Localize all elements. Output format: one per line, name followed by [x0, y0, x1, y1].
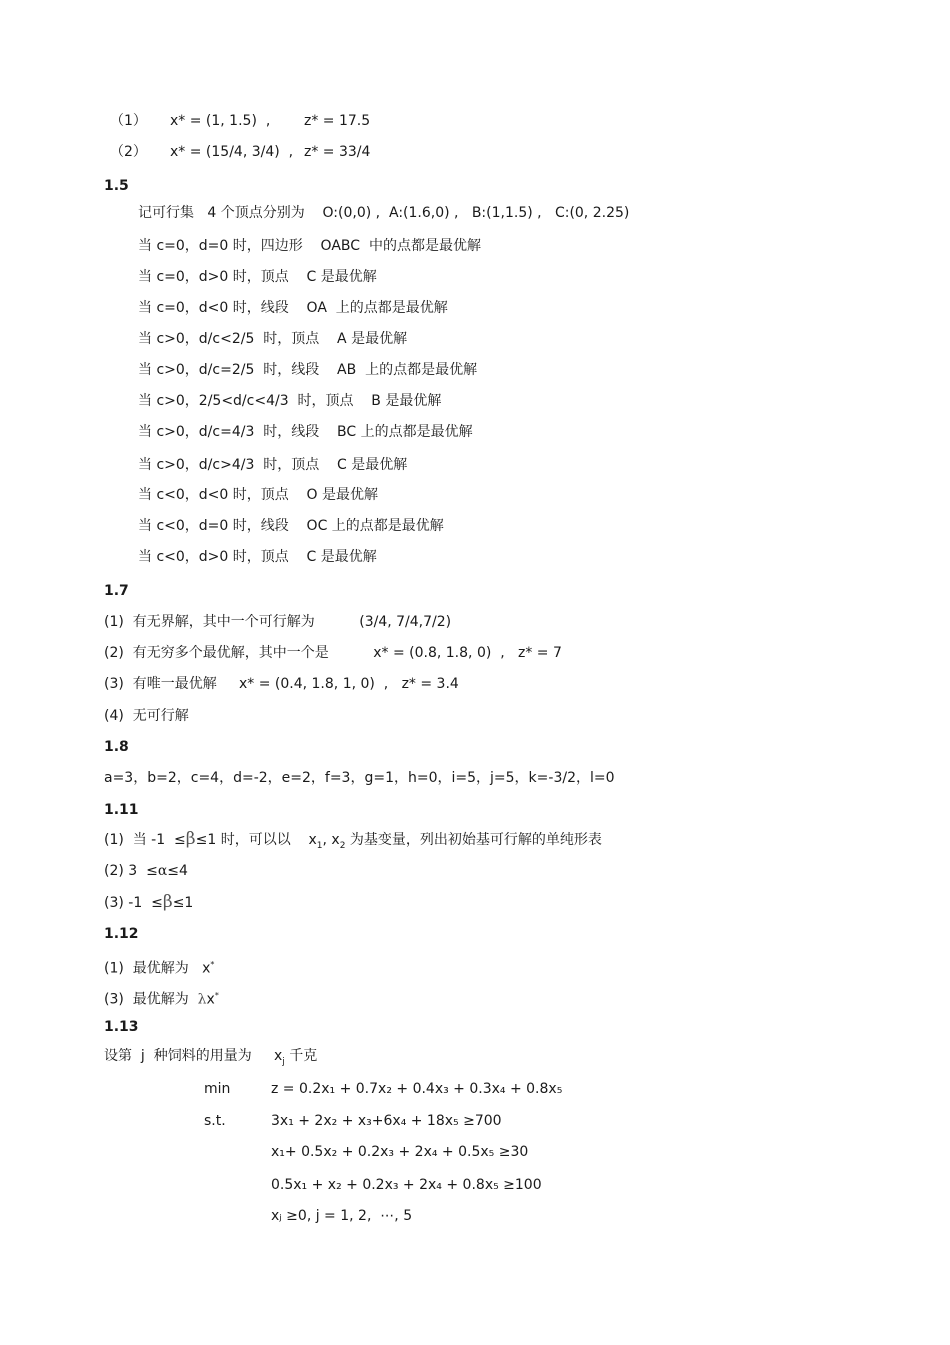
- case-line: 当 c>0，d/c>4/3 时，顶点 C 是最优解: [138, 457, 408, 473]
- beta-symbol: β: [185, 829, 196, 849]
- answer-item: (1) 有无界解，其中一个可行解为 (3/4, 7/4,7/2): [104, 614, 452, 630]
- optimal-value: z* = 17.5: [304, 113, 371, 129]
- case-line: 当 c<0，d=0 时，线段 OC 上的点都是最优解: [138, 518, 444, 534]
- case-line: 当 c>0，d/c=2/5 时，线段 AB 上的点都是最优解: [138, 362, 478, 378]
- answer-item: (1) 当 -1 ≤β≤1 时，可以以 $x_1$, $x_2$ 为基变量，列出初始基可行解的单纯形表: [104, 829, 602, 851]
- parameter-values: a=3，b=2，c=4，d=-2，e=2，f=3，g=1，h=0，i=5，j=5，k=-3/2，l=0: [104, 770, 615, 786]
- answer-item: (4) 无可行解: [104, 708, 189, 724]
- section-heading-1-8: 1.8: [104, 739, 129, 755]
- case-line: 当 c<0，d<0 时，顶点 O 是最优解: [138, 487, 379, 503]
- optimal-value: z* = 33/4: [304, 144, 371, 160]
- case-line: 当 c=0，d<0 时，线段 OA 上的点都是最优解: [138, 300, 448, 316]
- section-heading-1-7: 1.7: [104, 583, 129, 599]
- alpha-symbol: α: [157, 863, 168, 879]
- variable-definition: 设第 j 种饲料的用量为 $x_j$ 千克: [104, 1048, 318, 1067]
- lambda-symbol: λ: [197, 991, 207, 1008]
- item-number: （1）: [110, 113, 147, 129]
- case-line: 当 c=0，d=0 时，四边形 OABC 中的点都是最优解: [138, 238, 481, 254]
- optimal-solution: x* = (1, 1.5) ,: [170, 113, 271, 129]
- item-number: （2）: [110, 144, 147, 160]
- section-heading-1-11: 1.11: [104, 802, 139, 818]
- st-label: s.t.: [204, 1113, 226, 1129]
- section-heading-1-12: 1.12: [104, 926, 139, 942]
- constraint: x₁+ 0.5x₂ + 0.2x₃ + 2x₄ + 0.5x₅ ≥30: [271, 1144, 529, 1160]
- objective-function: z = 0.2x₁ + 0.7x₂ + 0.4x₃ + 0.3x₄ + 0.8x₅: [271, 1081, 563, 1097]
- constraint: 3x₁ + 2x₂ + x₃+6x₄ + 18x₅ ≥700: [271, 1113, 502, 1129]
- section-heading-1-13: 1.13: [104, 1019, 139, 1035]
- nonnegativity-constraint: xⱼ ≥0, j = 1, 2, ⋯, 5: [271, 1208, 413, 1224]
- optimal-solution: x* = (15/4, 3/4) ,: [170, 144, 294, 160]
- min-label: min: [204, 1081, 231, 1097]
- answer-item: (3) 最优解为 λx*: [104, 991, 219, 1008]
- answer-item: (3) 有唯一最优解 x* = (0.4, 1.8, 1, 0) , z* = 3.4: [104, 676, 459, 692]
- answer-item: (1) 最优解为 x*: [104, 960, 215, 977]
- beta-symbol: β: [162, 892, 173, 912]
- feasible-set-vertices: 记可行集 4 个顶点分别为 O:(0,0) , A:(1.6,0) , B:(1,1.5) , C:(0, 2.25): [138, 205, 630, 221]
- answer-item: (3) -1 ≤β≤1: [104, 892, 194, 912]
- case-line: 当 c>0，2/5<d/c<4/3 时，顶点 B 是最优解: [138, 393, 442, 409]
- case-line: 当 c>0，d/c=4/3 时，线段 BC 上的点都是最优解: [138, 424, 473, 440]
- answer-item: (2) 3 ≤α≤4: [104, 863, 188, 879]
- answer-item: (2) 有无穷多个最优解，其中一个是 x* = (0.8, 1.8, 0) , z* = 7: [104, 645, 562, 661]
- section-heading-1-5: 1.5: [104, 178, 129, 194]
- case-line: 当 c<0，d>0 时，顶点 C 是最优解: [138, 549, 377, 565]
- case-line: 当 c=0，d>0 时，顶点 C 是最优解: [138, 269, 377, 285]
- constraint: 0.5x₁ + x₂ + 0.2x₃ + 2x₄ + 0.8x₅ ≥100: [271, 1177, 542, 1193]
- case-line: 当 c>0，d/c<2/5 时，顶点 A 是最优解: [138, 331, 408, 347]
